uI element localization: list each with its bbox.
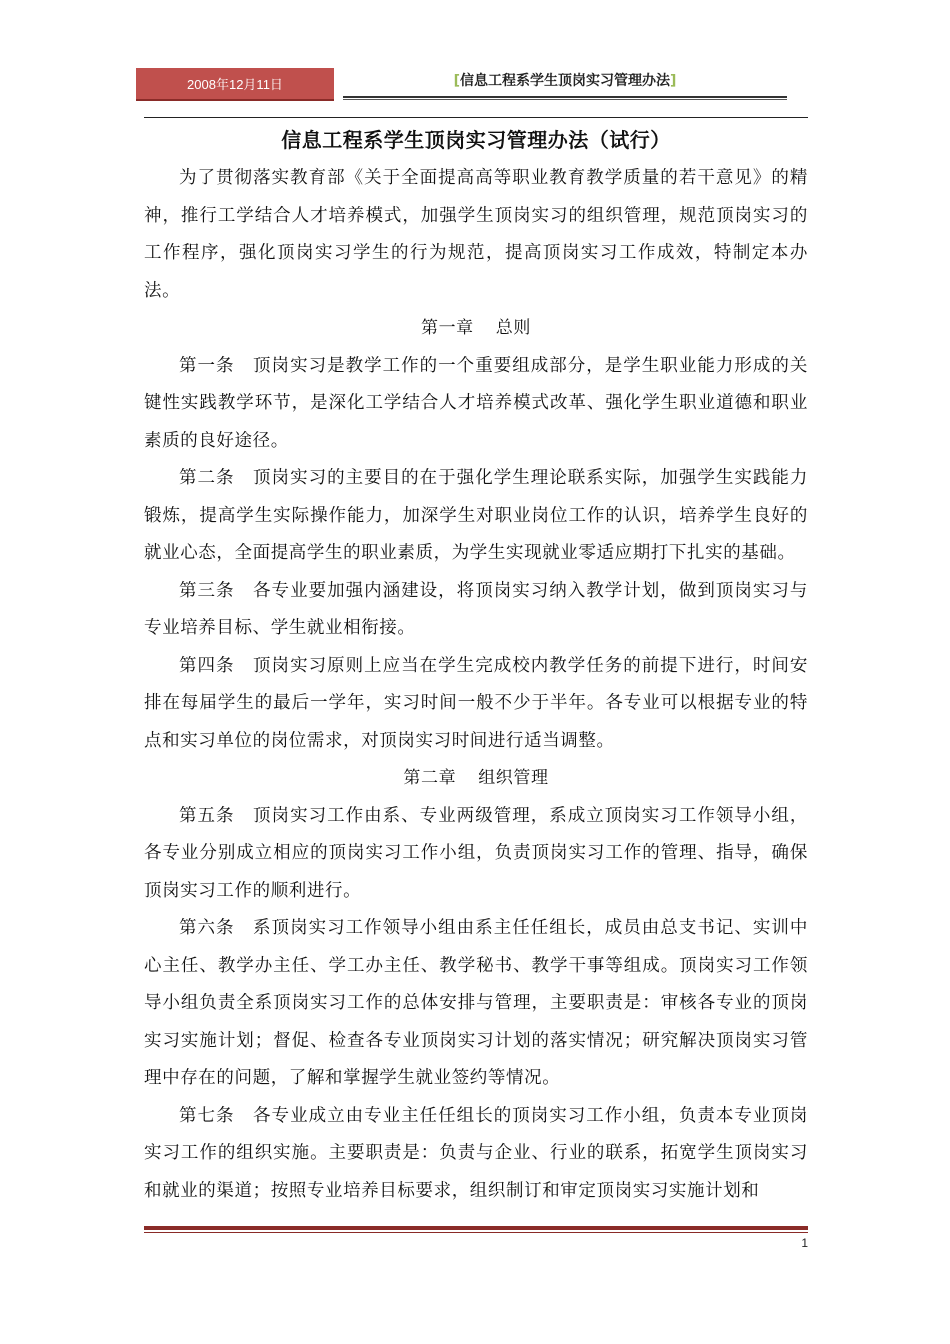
intro-paragraph: 为了贯彻落实教育部《关于全面提高高等职业教育教学质量的若干意见》的精神，推行工学结合人才培养模式，加强学生顶岗实习的组织管理，规范顶岗实习的工作程序，强化顶岗实习学生的行为规范，提高顶岗实习工作成效，特制定本办法。 xyxy=(144,168,808,301)
footer-rule-thin xyxy=(144,1232,808,1233)
article-4: 第四条 顶岗实习原则上应当在学生完成校内教学任务的前提下进行，时间安排在每届学生的最后一学年，实习时间一般不少于半年。各专业可以根据专业的特点和实习单位的岗位需求，对顶岗实习时间进行适当调整。 xyxy=(144,655,808,751)
header-title-text: 信息工程系学生顶岗实习管理办法 xyxy=(460,73,670,89)
header-bracket-right: ] xyxy=(670,73,677,89)
header-title xyxy=(343,70,787,90)
article-7: 第七条 各专业成立由专业主任任组长的顶岗实习工作小组，负责本专业顶岗实习工作的组织实施。主要职责是：负责与企业、行业的联系，拓宽学生顶岗实习和就业的渠道；按照专业培养目标要求，组织制订和审定顶岗实习实施计划和 xyxy=(144,1105,808,1201)
article-2: 第二条 顶岗实习的主要目的在于强化学生理论联系实际，加强学生实践能力锻炼，提高学生实际操作能力，加深学生对职业岗位工作的认识，培养学生良好的就业心态，全面提高学生的职业素质，为学生实现就业零适应期打下扎实的基础。 xyxy=(144,468,808,563)
article-6: 第六条 系顶岗实习工作领导小组由系主任任组长，成员由总支书记、实训中心主任、教学办主任、学工办主任、教学秘书、教学干事等组成。顶岗实习工作领导小组负责全系顶岗实习工作的总体安排与管理，主要职责是：审核各专业的顶岗实习实施计划；督促、检查各专业顶岗实习计划的落实情况；研究解决顶岗实习管理中存在的问题，了解和掌握学生就业签约等情况。 xyxy=(144,918,808,1088)
article-3: 第三条 各专业要加强内涵建设，将顶岗实习纳入教学计划，做到顶岗实习与专业培养目标、学生就业相衔接。 xyxy=(144,580,808,638)
page-number: 1 xyxy=(801,1236,808,1250)
chapter-heading-2 xyxy=(144,760,808,798)
header-bracket-left: [ xyxy=(453,73,460,89)
chapter-2-number: 第二章 xyxy=(403,768,457,788)
document-title: 信息工程系学生顶岗实习管理办法（试行） xyxy=(281,128,671,152)
footer-rule-thick xyxy=(144,1226,808,1230)
header-rule-thin xyxy=(343,99,787,100)
chapter-1-number: 第一章 xyxy=(420,318,474,338)
chapter-1-name: 总则 xyxy=(495,318,531,338)
article-5: 第五条 顶岗实习工作由系、专业两级管理，系成立顶岗实习工作领导小组，各专业分别成立相应的顶岗实习工作小组，负责顶岗实习工作的管理、指导，确保顶岗实习工作的顺利进行。 xyxy=(144,805,808,901)
top-rule xyxy=(144,117,808,118)
document-body xyxy=(144,160,808,1210)
article-1: 第一条 顶岗实习是教学工作的一个重要组成部分，是学生职业能力形成的关键性实践教学环节，是深化工学结合人才培养模式改革、强化学生职业道德和职业素质的良好途径。 xyxy=(144,355,808,451)
chapter-2-name: 组织管理 xyxy=(478,768,549,788)
header-date: 2008年12月11日 xyxy=(136,68,334,101)
chapter-heading-1 xyxy=(144,310,808,348)
header-rule xyxy=(343,96,787,98)
